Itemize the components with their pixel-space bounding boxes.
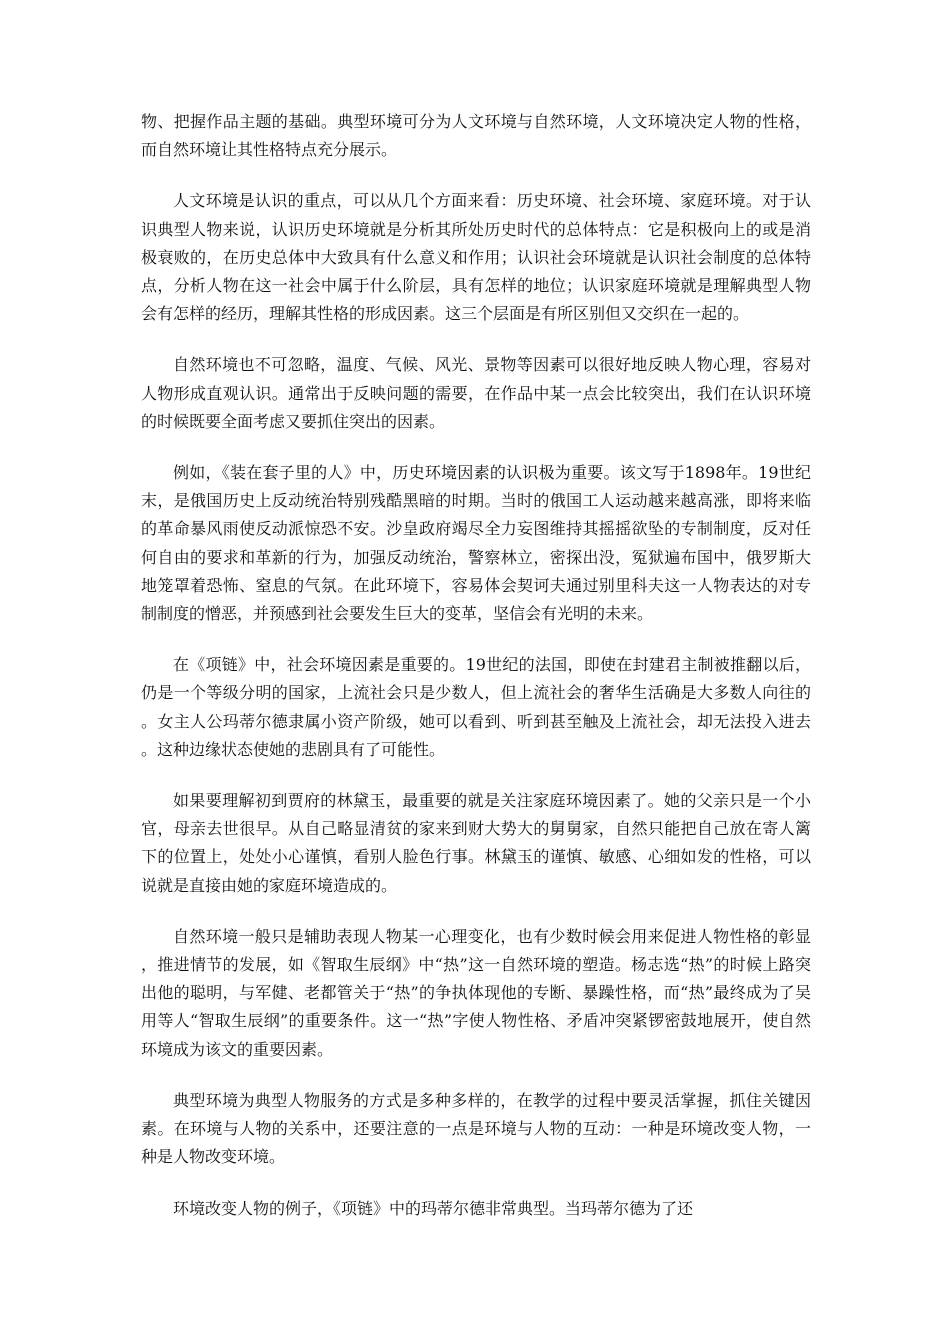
document-page <box>141 108 811 1246</box>
paragraph-3: 自然环境也不可忽略，温度、气候、风光、景物等因素可以很好地反映人物心理，容易对人物形成直观认识。通常出于反映问题的需要，在作品中某一点会比较突出，我们在认识环境的时候既要全面考虑又要抓住突出的因素。 <box>141 355 811 431</box>
paragraph-6: 如果要理解初到贾府的林黛玉，最重要的就是关注家庭环境因素了。她的父亲只是一个小官，母亲去世很早。从自己略显清贫的家来到财大势大的舅舅家，自然只能把自己放在寄人篱下的位置上，处处小心谨慎，看别人脸色行事。林黛玉的谨慎、敏感、心细如发的性格，可以说就是直接由她的家庭环境造成的。 <box>141 791 811 895</box>
paragraph-4: 例如，《装在套子里的人》中，历史环境因素的认识极为重要。该文写于1898年。19世纪末，是俄国历史上反动统治特别残酷黑暗的时期。当时的俄国工人运动越来越高涨，即将来临的革命暴风雨使反动派惊恐不安。沙皇政府竭尽全力妄图维持其摇摇欲坠的专制制度，反对任何自由的要求和革新的行为，加强反动统治，警察林立，密探出没，冤狱遍布国中，俄罗斯大地笼罩着恐怖、窒息的气氛。在此环境下，容易体会契诃夫通过别里科夫这一人物表达的对专制制度的憎恶，并预感到社会要发生巨大的变革，坚信会有光明的未来。 <box>141 463 811 624</box>
paragraph-5: 在《项链》中，社会环境因素是重要的。19世纪的法国，即使在封建君主制被推翻以后，仍是一个等级分明的国家，上流社会只是少数人，但上流社会的奢华生活确是大多数人向往的。女主人公玛蒂尔德隶属小资产阶级，她可以看到、听到甚至触及上流社会，却无法投入进去。这种边缘状态使她的悲剧具有了可能性。 <box>141 655 811 759</box>
paragraph-2: 人文环境是认识的重点，可以从几个方面来看：历史环境、社会环境、家庭环境。对于认识典型人物来说，认识历史环境就是分析其所处历史时代的总体特点：它是积极向上的或是消极衰败的，在历史总体中大致具有什么意义和作用；认识社会环境就是认识社会制度的总体特点，分析人物在这一社会中属于什么阶层，具有怎样的地位；认识家庭环境就是理解典型人物会有怎样的经历，理解其性格的形成因素。这三个层面是有所区别但又交织在一起的。 <box>141 191 811 324</box>
paragraph-8: 典型环境为典型人物服务的方式是多种多样的，在教学的过程中要灵活掌握，抓住关键因素。在环境与人物的关系中，还要注意的一点是环境与人物的互动：一种是环境改变人物，一种是人物改变环境。 <box>141 1090 811 1167</box>
paragraph-7: 自然环境一般只是辅助表现人物某一心理变化，也有少数时候会用来促进人物性格的彰显，推进情节的发展，如《智取生辰纲》中“热”这一自然环境的塑造。杨志选“热”的时候上路突出他的聪明，与军健、老都管关于“热”的争执体现他的专断、暴躁性格，而“热”最终成为了吴用等人“智取生辰纲”的重要条件。这一“热”字使人物性格、矛盾冲突紧锣密鼓地展开，使自然环境成为该文的重要因素。 <box>141 926 811 1059</box>
paragraph-9: 环境改变人物的例子，《项链》中的玛蒂尔德非常典型。当玛蒂尔德为了还 <box>173 1198 694 1218</box>
paragraph-1: 物、把握作品主题的基础。典型环境可分为人文环境与自然环境，人文环境决定人物的性格，而自然环境让其性格特点充分展示。 <box>141 112 811 160</box>
